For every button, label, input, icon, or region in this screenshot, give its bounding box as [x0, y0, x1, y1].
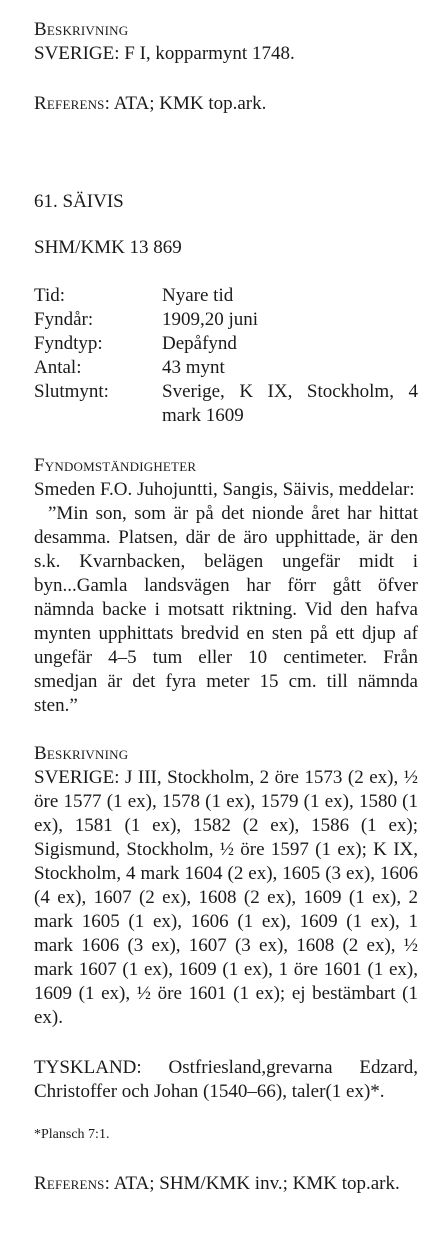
reference-text: ATA; KMK top.ark.: [113, 93, 267, 114]
fact-value: Sverige, K IX, Stockholm, 4 mark 1609: [162, 381, 418, 426]
fact-row: [34, 308, 418, 332]
fact-value: Depåfynd: [162, 333, 237, 354]
fact-value: Nyare tid: [162, 285, 234, 306]
entry-title: 61. SÄIVIS: [34, 191, 124, 212]
reference-label: Referens:: [34, 93, 111, 114]
fact-label: Slutmynt:: [34, 381, 109, 402]
fact-row: [34, 284, 418, 308]
description-text: SVERIGE: F I, kopparmynt 1748.: [34, 43, 295, 64]
description-germany: TYSKLAND: Ostfriesland,grevarna Edzard, Christoffer och Johan (1540–66), taler(1 ex)*.: [34, 1057, 418, 1102]
reference-label-2: Referens:: [34, 1173, 111, 1194]
reference-line: [34, 92, 418, 116]
fact-label: Antal:: [34, 357, 82, 378]
section-heading-description-2: Beskrivning: [34, 743, 129, 764]
fact-row: [34, 356, 418, 380]
fact-row: [34, 332, 418, 356]
entry-id: SHM/KMK 13 869: [34, 237, 182, 258]
facts-table: [34, 284, 418, 428]
footnote: *Plansch 7:1.: [34, 1127, 110, 1142]
circumstances-intro: Smeden F.O. Juhojuntti, Sangis, Säivis, meddelar:: [34, 479, 415, 500]
reference-text-2: ATA; SHM/KMK inv.; KMK top.ark.: [113, 1173, 400, 1194]
document-page: [34, 18, 418, 1196]
fact-value: 43 mynt: [162, 357, 225, 378]
reference-line-2: [34, 1172, 418, 1196]
circumstances-quote: ”Min son, som är på det nionde året har hittat desamma. Platsen, där de äro upphittade, är den s.k. Kvarnbacken, belägen ungefär midt i byn...Gamla landsvägen har förr gått öfver nämnda backe i motsatt riktning. Vid den hafva mynten upphittats bredvid en sten på ett djup af ungefär 4–5 tum eller 10 centimeter. Från smedjan är det fyra meter 15 cm. till nämnda sten.”: [34, 503, 418, 716]
section-heading-description: Beskrivning: [34, 19, 129, 40]
section-heading-circumstances: Fyndomständigheter: [34, 455, 197, 476]
fact-label: Tid:: [34, 285, 65, 306]
fact-value: 1909,20 juni: [162, 309, 259, 330]
description-sweden: SVERIGE: J III, Stockholm, 2 öre 1573 (2 ex), ½ öre 1577 (1 ex), 1578 (1 ex), 1579 (1 ex), 1580 (1 ex), 1581 (1 ex), 1582 (2 ex), 1586 (1 ex); Sigismund, Stockholm, ½ öre 1597 (1 ex); K IX, Stockholm, 4 mark 1604 (2 ex), 1605 (3 ex), 1606 (4 ex), 1607 (2 ex), 1608 (2 ex), 1609 (1 ex), 2 mark 1605 (1 ex), 1606 (1 ex), 1609 (1 ex), 1 mark 1606 (3 ex), 1607 (3 ex), 1608 (2 ex), ½ mark 1607 (1 ex), 1609 (1 ex), 1 öre 1601 (1 ex), 1609 (1 ex), ½ öre 1601 (1 ex); ej bestämbart (1 ex).: [34, 767, 418, 1028]
fact-row: [34, 380, 418, 428]
fact-label: Fyndtyp:: [34, 333, 103, 354]
fact-label: Fyndår:: [34, 309, 94, 330]
